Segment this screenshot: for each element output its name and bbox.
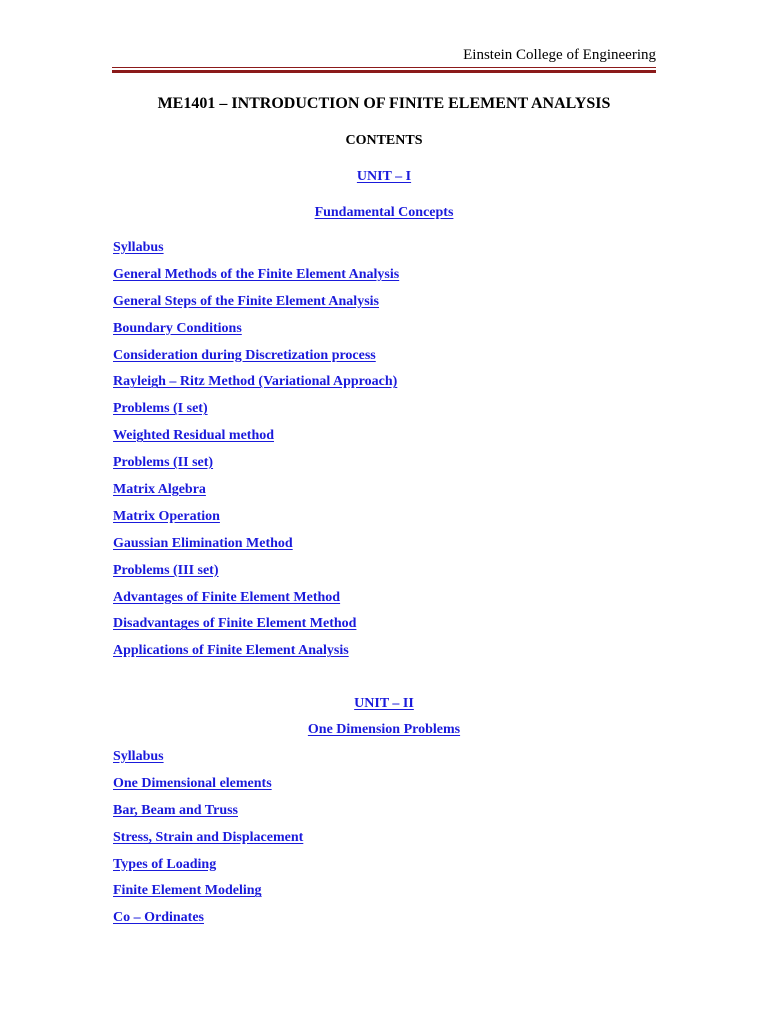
toc-item[interactable]	[113, 320, 399, 347]
toc-link[interactable]: One Dimensional elements	[113, 775, 272, 791]
toc-item[interactable]	[113, 642, 399, 669]
toc-link[interactable]: Syllabus	[113, 240, 164, 255]
toc-link[interactable]: Co – Ordinates	[113, 910, 204, 926]
toc-item[interactable]	[113, 562, 399, 589]
toc-item[interactable]	[113, 373, 399, 400]
toc-item[interactable]	[113, 535, 399, 562]
toc-link[interactable]: Bar, Beam and Truss	[113, 802, 238, 818]
unit-2-label[interactable]	[0, 695, 768, 713]
toc-item[interactable]	[113, 508, 399, 535]
toc-link[interactable]: Types of Loading	[113, 856, 217, 872]
toc-link[interactable]: Gaussian Elimination Method	[113, 535, 293, 551]
unit-1-label[interactable]	[0, 168, 768, 186]
toc-item[interactable]	[113, 400, 399, 427]
unit-1-toc-list	[113, 239, 399, 669]
toc-link[interactable]: Rayleigh – Ritz Method (Variational Approach)	[113, 374, 398, 390]
toc-link[interactable]: Stress, Strain and Displacement	[113, 829, 304, 845]
toc-link[interactable]: Disadvantages of Finite Element Method	[113, 616, 357, 632]
toc-item[interactable]	[113, 481, 399, 508]
toc-item[interactable]	[113, 775, 303, 802]
header-rule-thick	[112, 70, 656, 73]
toc-item[interactable]	[113, 454, 399, 481]
toc-item[interactable]	[113, 882, 303, 909]
toc-item[interactable]	[113, 589, 399, 616]
header-rule-thin	[112, 67, 656, 68]
toc-link[interactable]: General Methods of the Finite Element Analysis	[113, 266, 400, 282]
toc-link[interactable]: Finite Element Modeling	[113, 883, 262, 899]
toc-item[interactable]	[113, 802, 303, 829]
toc-link[interactable]: Problems (I set)	[113, 401, 208, 417]
unit-2-title-link[interactable]: One Dimension Problems	[307, 722, 461, 737]
toc-link[interactable]: Consideration during Discretization process	[113, 347, 376, 363]
header-institution: Einstein College of Engineering	[463, 47, 656, 63]
toc-item[interactable]	[113, 266, 399, 293]
unit-2-toc-list	[113, 748, 303, 936]
toc-item[interactable]	[113, 293, 399, 320]
toc-item[interactable]	[113, 856, 303, 883]
toc-item[interactable]	[113, 748, 303, 775]
toc-link[interactable]: Applications of Finite Element Analysis	[113, 643, 349, 659]
toc-item[interactable]	[113, 615, 399, 642]
toc-item[interactable]	[113, 239, 399, 266]
toc-link[interactable]: Advantages of Finite Element Method	[113, 589, 341, 605]
unit-2-title[interactable]	[0, 721, 768, 739]
unit-2-label-link[interactable]: UNIT – II	[354, 696, 414, 711]
unit-1-label-link[interactable]: UNIT – I	[356, 169, 412, 184]
toc-link[interactable]: Problems (III set)	[113, 562, 219, 578]
document-title: ME1401 – INTRODUCTION OF FINITE ELEMENT ANALYSIS	[157, 95, 611, 112]
toc-link[interactable]: Weighted Residual method	[113, 428, 275, 444]
toc-link[interactable]: Syllabus	[113, 749, 164, 764]
toc-link[interactable]: Problems (II set)	[113, 455, 214, 471]
toc-link[interactable]: Matrix Operation	[113, 508, 220, 524]
unit-1-title-link[interactable]: Fundamental Concepts	[314, 205, 454, 220]
toc-link[interactable]: General Steps of the Finite Element Analysis	[113, 293, 379, 309]
toc-link[interactable]: Boundary Conditions	[113, 320, 242, 336]
toc-item[interactable]	[113, 829, 303, 856]
contents-heading: CONTENTS	[345, 133, 423, 148]
toc-item[interactable]	[113, 347, 399, 374]
toc-item[interactable]	[113, 909, 303, 936]
unit-1-title[interactable]	[0, 204, 768, 222]
toc-item[interactable]	[113, 427, 399, 454]
toc-link[interactable]: Matrix Algebra	[113, 482, 206, 498]
